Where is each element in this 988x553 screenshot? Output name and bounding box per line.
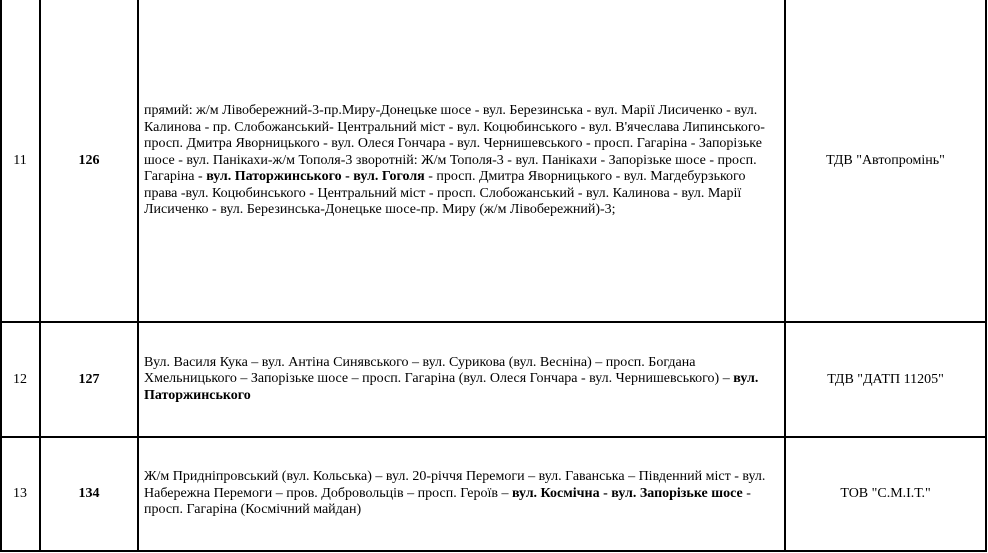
description-segment: - просп. Гагаріна (Космічний майдан)	[144, 485, 751, 518]
route-description	[138, 437, 785, 551]
row-number: 11	[13, 153, 27, 168]
carrier: ТДВ "Автопромінь"	[826, 153, 945, 168]
carrier: ТОВ "С.М.І.Т."	[840, 486, 931, 501]
route-number: 126	[78, 153, 100, 168]
route-number: 134	[78, 486, 100, 501]
description-bold-segment: вул. Космічна - вул. Запорізьке шосе	[511, 485, 743, 501]
route-number: 127	[78, 371, 100, 387]
description-bold-segment: вул. Паторжинського	[144, 371, 759, 403]
description-segment: прямий: ж/м Лівобережний-3-пр.Миру-Донецьке шосе - вул. Березинська - вул. Марії Лисиченко - вул. Калинова - пр. Слобожанський- Центральний міст - вул. Коцюбинського - вул. В'ячеслава Липинського- просп. Дмитра Яворницького - вул. Олеся Гончара - вул. Чернишевського - просп. Гагаріна - Запорізьке шосе - вул. Панікахи-ж/м Тополя-3 зворотній: Ж/м Тополя-3 - вул. Панікахи - Запорізьке шосе - просп. Гагаріна -	[144, 102, 765, 185]
row-number: 13	[13, 486, 27, 501]
description-segment: Ж/м Придніпровський (вул. Кольська) – вул. 20-річчя Перемоги – вул. Гаванська – Південний міст - вул. Набережна Перемоги – пров. Добровольців – просп. Героїв –	[144, 469, 766, 501]
route-description	[138, 322, 785, 437]
carrier: ТДВ "ДАТП 11205"	[827, 371, 944, 387]
description-segment: Вул. Василя Кука – вул. Антіна Синявського – вул. Сурикова (вул. Весніна) – просп. Богдана Хмельницького – Запорізьке шосе – просп. Гагаріна (вул. Олеся Гончара - вул. Чернишевського) –	[144, 354, 734, 387]
description-bold-segment: вул. Паторжинського - вул. Гоголя	[206, 169, 425, 185]
route-description	[138, 0, 785, 322]
description-segment: - просп. Дмитра Яворницького - вул. Магдебурзького права -вул. Коцюбинського - Центральний міст - просп. Слобожанський - вул. Калинова - вул. Марії Лисиченко - вул. Березинська-Донецьке шосе-пр. Миру (ж/м Лівобережний)-3;	[144, 169, 746, 218]
row-number: 12	[13, 371, 27, 387]
